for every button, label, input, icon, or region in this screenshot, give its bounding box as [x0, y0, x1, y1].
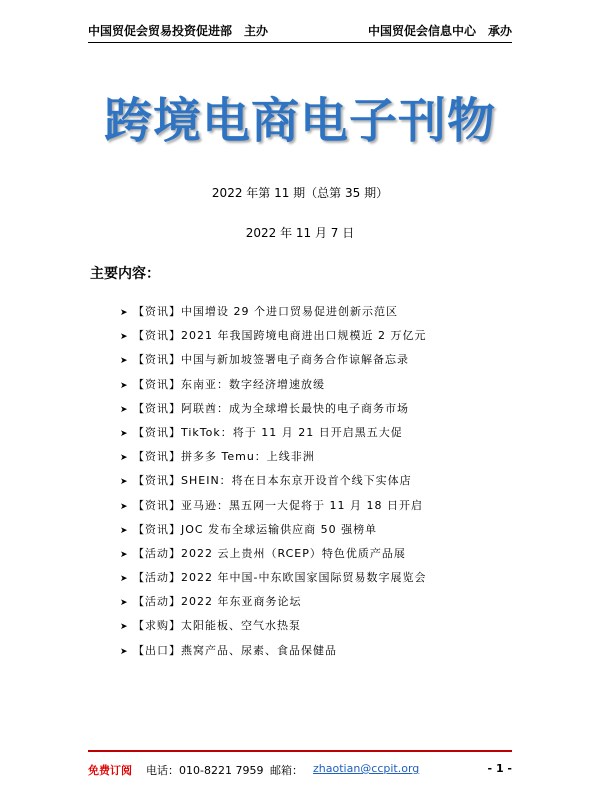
contents-item	[120, 614, 426, 638]
contents-item	[120, 421, 426, 445]
arrow-bullet-icon: ➤	[120, 525, 129, 536]
contents-item-label: 【活动】2022 年东亚商务论坛	[133, 595, 302, 609]
header-organizer: 中国贸促会贸易投资促进部 主办	[88, 24, 269, 38]
issue-date: 2022 年 11 月 7 日	[245, 226, 355, 240]
contents-item	[120, 542, 426, 566]
contents-item-label: 【资讯】亚马逊：黑五网一大促将于 11 月 18 日开启	[133, 498, 423, 512]
contents-item-label: 【资讯】拼多多 Temu：上线非洲	[133, 450, 315, 464]
arrow-bullet-icon: ➤	[120, 477, 129, 488]
contents-item	[120, 324, 426, 348]
arrow-bullet-icon: ➤	[120, 501, 129, 512]
arrow-bullet-icon: ➤	[120, 308, 129, 318]
arrow-bullet-icon: ➤	[120, 622, 129, 633]
contents-item-label: 【资讯】中国增设 29 个进口贸易促进创新示范区	[133, 305, 398, 318]
contents-item-label: 【资讯】TikTok：将于 11 月 21 日开启黑五大促	[133, 425, 403, 439]
arrow-bullet-icon: ➤	[120, 380, 129, 391]
header-co-organizer: 中国贸促会信息中心 承办	[367, 24, 512, 38]
contents-item	[120, 590, 426, 614]
contents-item-label: 【资讯】SHEIN：将在日本东京开设首个线下实体店	[133, 474, 412, 488]
arrow-bullet-icon: ➤	[120, 574, 129, 585]
contents-item	[120, 566, 426, 590]
arrow-bullet-icon: ➤	[120, 404, 129, 415]
arrow-bullet-icon: ➤	[120, 428, 129, 439]
contents-item	[120, 300, 426, 324]
contents-item	[120, 397, 426, 421]
contents-item	[120, 469, 426, 493]
contents-item	[120, 639, 426, 663]
arrow-bullet-icon: ➤	[120, 598, 129, 609]
email-link[interactable]: zhaotian@ccpit.org	[313, 762, 420, 775]
phone-number: 电话：010-8221 7959	[146, 764, 264, 777]
contents-item	[120, 373, 426, 397]
contents-item-label: 【资讯】东南亚：数字经济增速放缓	[133, 377, 325, 391]
contents-item-label: 【资讯】2021 年我国跨境电商进出口规模近 2 万亿元	[133, 329, 427, 343]
contents-item-label: 【活动】2022 年中国-中东欧国家国际贸易数字展览会	[133, 571, 427, 585]
contents-item-label: 【出口】燕窝产品、尿素、食品保健品	[133, 643, 337, 657]
contents-item-label: 【活动】2022 云上贵州（RCEP）特色优质产品展	[133, 546, 406, 560]
arrow-bullet-icon: ➤	[120, 332, 129, 343]
contents-heading: 主要内容：	[90, 266, 160, 282]
arrow-bullet-icon: ➤	[120, 549, 129, 560]
contents-item	[120, 518, 426, 542]
page-number: - 1 -	[487, 762, 512, 775]
arrow-bullet-icon: ➤	[120, 646, 129, 657]
contents-item	[120, 348, 426, 372]
contents-item-label: 【求购】太阳能板、空气水热泵	[133, 619, 301, 633]
arrow-bullet-icon: ➤	[120, 356, 129, 367]
page-header	[88, 18, 512, 43]
contents-list	[120, 300, 426, 663]
issue-number: 2022 年第 11 期（总第 35 期）	[211, 186, 389, 200]
arrow-bullet-icon: ➤	[120, 453, 129, 464]
page-footer	[88, 750, 512, 782]
contents-item	[120, 494, 426, 518]
contents-item-label: 【资讯】JOC 发布全球运输供应商 50 强榜单	[133, 522, 378, 536]
contents-item	[120, 445, 426, 469]
contents-item-label: 【资讯】中国与新加坡签署电子商务合作谅解备忘录	[133, 353, 409, 367]
publication-title: 跨境电商电子刊物	[103, 93, 496, 149]
contents-item-label: 【资讯】阿联酋：成为全球增长最快的电子商务市场	[133, 401, 409, 415]
email-label: 邮箱：	[270, 764, 303, 777]
subscribe-link[interactable]: 免费订阅	[88, 764, 132, 777]
